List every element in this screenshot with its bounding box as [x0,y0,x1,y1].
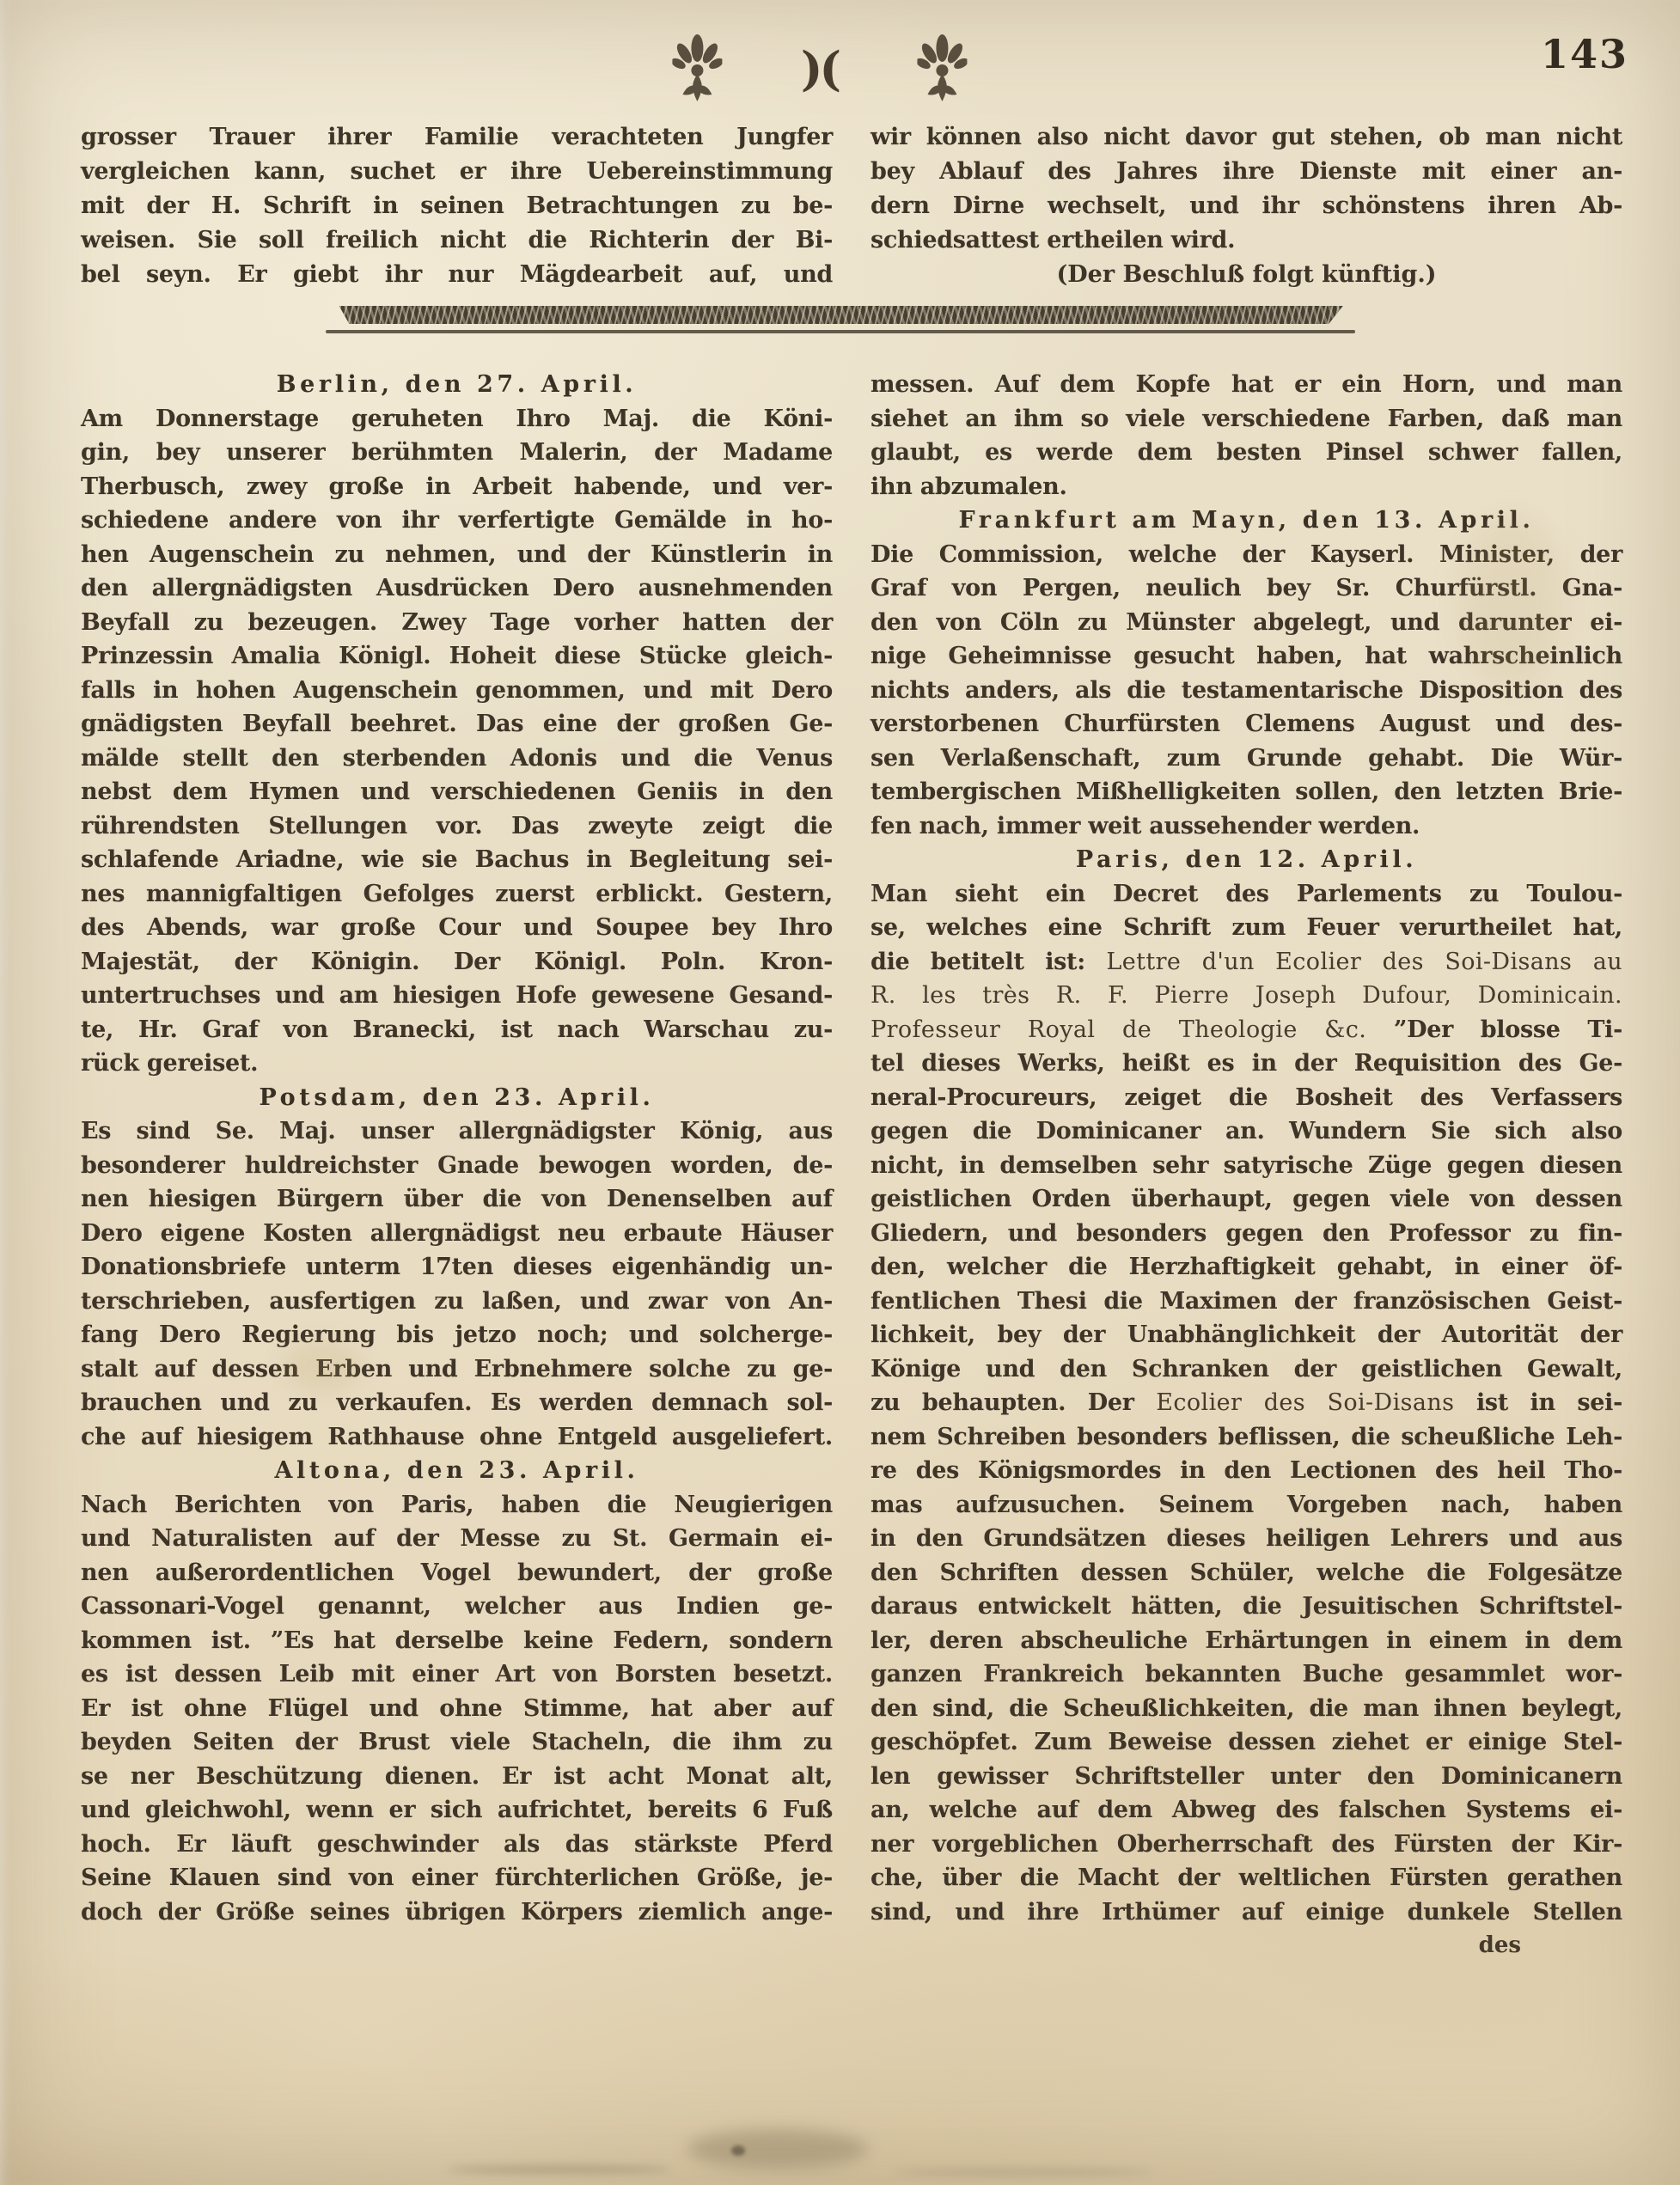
text-line: in den Grundsätzen dieses heiligen Lehrers und aus [871,1525,1622,1552]
text-line: nicht, in demselben sehr satyrische Züge gegen diesen [871,1151,1622,1179]
stain [894,2169,1152,2176]
text-line: sen Verlaßenschaft, zum Grunde gehabt. Die Wür- [871,744,1622,772]
text-line: Er ist ohne Flügel und ohne Stimme, hat aber auf [81,1694,833,1722]
antiqua-text: Professeur Royal de Theologie &c. [871,1016,1394,1043]
text-line: siehet an ihm so viele verschiedene Farben, daß man [871,405,1622,432]
text-line: Nach Berichten von Paris, haben die Neugierigen [81,1491,833,1518]
text-line: nes mannigfaltigen Gefolges zuerst erblickt. Gestern, [81,880,833,907]
text-line: hen Augenschein zu nehmen, und der Künstlerin in [81,540,833,568]
text-line: es ist dessen Leib mit einer Art von Borsten besetzt. [81,1661,833,1688]
section-divider-rule [333,306,1347,324]
text-line: beyden Seiten der Brust viele Stacheln, die ihm zu [81,1729,833,1755]
text-line: nem Schreiben besonders beflissen, die scheußliche Leh- [871,1423,1622,1450]
text-line: Gliedern, und besonders gegen den Professor zu fin- [871,1219,1622,1247]
text-line: schiedene andere von ihr verfertigte Gemälde in ho- [81,507,833,534]
text-line: an, welche auf dem Abweg des falschen Systems ei- [871,1797,1622,1823]
text-line: se ner Beschützung dienen. Er ist acht Monat alt, [81,1762,833,1790]
text-line: nen hiesigen Bürgern über die von Denenselben auf [81,1186,833,1212]
text-line: Dero eigene Kosten allergnädigst neu erbaute Häuser [81,1219,833,1247]
antiqua-text: R. les très R. F. Pierre Joseph Dufour, Dominicain. [871,982,1622,1009]
text-line: nichts anders, als die testamentarische Disposition des [871,676,1622,704]
text-line: des Abends, war große Cour und Soupee bey Ihro [81,914,833,941]
text-line: gin, bey unserer berühmten Malerin, der Madame [81,439,833,466]
text-line: fang Dero Regierung bis jetzo noch; und solcherge- [81,1321,833,1348]
text-line: Seine Klauen sind von einer fürchterlichen Größe, je- [81,1865,833,1891]
text-line: schlafende Ariadne, wie sie Bachus in Begleitung sei- [81,846,833,873]
text-line [871,979,1622,1013]
stain [447,2165,670,2174]
text-line: Am Donnerstage geruheten Ihro Maj. die Köni- [81,405,833,432]
article-dateline: Berlin, den 27. April. [276,371,638,398]
text-line: rück gereiset. [81,1050,259,1077]
text-line: mälde stellt den sterbenden Adonis und die Venus [81,744,833,772]
text-line: tembergischen Mißhelligkeiten sollen, den letzten Brie- [871,778,1622,805]
text-line: sind, und ihre Irthümer auf einige dunkele Stellen [871,1898,1622,1926]
text-line: che auf hiesigem Rathhause ohne Entgeld ausgeliefert. [81,1423,833,1450]
parenthesis-ornament: )( [800,41,839,96]
news-section [81,368,1622,1963]
article-dateline: Potsdam, den 23. April. [259,1083,655,1111]
text-line: len gewisser Schriftsteller unter den Dominicanern [871,1762,1622,1790]
text-line: neral-Procureurs, zeiget die Bosheit des Verfassers [871,1083,1622,1111]
text-line: schiedsattest ertheilen wird. [871,227,1236,253]
antiqua-text: Lettre d'un Ecolier des Soi-Disans au [1106,948,1622,975]
text-line: Donationsbriefe unterm 17ten dieses eigenhändig un- [81,1254,833,1280]
header-ornaments [672,33,967,105]
text-line: geschöpfet. Zum Beweise dessen ziehet er einige Stel- [871,1729,1622,1755]
text-line: den, welcher die Herzhaftigkeit gehabt, in einer öf- [871,1254,1622,1280]
text-line: mas aufzusuchen. Seinem Vorgeben nach, haben [871,1491,1622,1518]
text-line: Therbusch, zwey große in Arbeit habende, und ver- [81,473,833,500]
right-column-main [871,368,1622,1963]
text-line: grosser Trauer ihrer Familie verachteten Jungfer [81,124,833,150]
text-line: tel dieses Werks, heißt es in der Requisition des Ge- [871,1050,1622,1077]
text-line: geistlichen Orden überhaupt, gegen viele von dessen [871,1186,1622,1212]
antiqua-text: Ecolier des Soi-Disans [1156,1389,1455,1416]
text-line: weisen. Sie soll freilich nicht die Richterin der Bi- [81,227,833,253]
text-line: Cassonari-Vogel genannt, welcher aus Indien ge- [81,1593,833,1620]
text-line: und gleichwohl, wenn er sich aufrichtet, bereits 6 Fuß [81,1797,833,1823]
text-line: Die Commission, welche der Kayserl. Minister, der [871,540,1622,568]
text-line: verstorbenen Churfürsten Clemens August und des- [871,711,1622,737]
text-line: Könige und den Schranken der geistlichen Gewalt, [871,1355,1622,1382]
text-line: Man sieht ein Decret des Parlements zu Toulou- [871,880,1622,907]
text-line: ler, deren abscheuliche Erhärtungen in einem in dem [871,1627,1622,1654]
text-line: bel seyn. Er giebt ihr nur Mägdearbeit auf, und [81,261,833,288]
text-line: besonderer huldreichster Gnade bewogen worden, de- [81,1151,833,1179]
text-line: ganzen Frankreich bekannten Buche gesammlet wor- [871,1661,1622,1688]
stain [731,2145,745,2156]
text-line: mit der H. Schrift in seinen Betrachtungen zu be- [81,192,833,219]
text-line: daraus entwickelt hätten, die Jesuitischen Schriftstel- [871,1593,1622,1620]
article-dateline: Frankfurt am Mayn, den 13. April. [958,507,1535,534]
text-line: brauchen und zu verkaufen. Es werden demnach sol- [81,1389,833,1416]
text-line: stalt auf dessen Erben und Erbnehmere solche zu ge- [81,1355,833,1382]
closing-note: (Der Beschluß folgt künftig.) [1056,261,1437,288]
left-column-main [81,368,833,1963]
text-line: kommen ist. ”Es hat derselbe keine Federn, sondern [81,1627,833,1654]
text-line: die betitelt ist: Lettre d'un Ecolier des Soi-Disans au [871,948,1622,975]
text-line: wir können also nicht davor gut stehen, ob man nicht [871,124,1622,150]
text-line: vergleichen kann, suchet er ihre Uebereinstimmung [81,158,833,185]
text-line: doch der Größe seines übrigen Körpers ziemlich ange- [81,1898,833,1926]
text-line: dern Dirne wechselt, und ihr schönstens ihren Ab- [871,192,1622,219]
text-line: den von Cöln zu Münster abgelegt, und darunter ei- [871,608,1622,636]
fleuron-icon [917,33,967,105]
text-line: nen außerordentlichen Vogel bewundert, der große [81,1559,833,1586]
section-divider-underline [326,330,1355,333]
text-line: den allergnädigsten Ausdrücken Dero ausnehmenden [81,575,833,601]
text-line: untertruchses und am hiesigen Hofe gewesene Gesand- [81,982,833,1009]
text-line: terschrieben, ausfertigen zu laßen, und zwar von An- [81,1287,833,1315]
left-column-top [81,120,833,292]
text-line: Graf von Pergen, neulich bey Sr. Churfürstl. Gna- [871,575,1622,601]
text-line: re des Königsmordes in den Lectionen des heil Tho- [871,1457,1622,1484]
text-line: se, welches eine Schrift zum Feuer verurtheilet hat, [871,914,1622,941]
text-line: te, Hr. Graf von Branecki, ist nach Warschau zu- [81,1016,833,1043]
fleuron-icon [672,33,722,105]
text-line: Majestät, der Königin. Der Königl. Poln. Kron- [81,948,833,975]
text-line: hoch. Er läuft geschwinder als das stärkste Pferd [81,1830,833,1858]
text-line: Professeur Royal de Theologie &c. ”Der blosse Ti- [871,1016,1622,1043]
page-header [0,29,1680,112]
catchword: des [1478,1932,1521,1958]
text-line: lichkeit, bey der Unabhänglichkeit der Autorität der [871,1321,1622,1348]
text-line: fen nach, immer weit aussehender werden. [871,812,1420,839]
text-line: gnädigsten Beyfall beehret. Das eine der großen Ge- [81,711,833,737]
text-line: ihn abzumalen. [871,473,1067,500]
text-line: Es sind Se. Maj. unser allergnädigster König, aus [81,1118,833,1144]
text-line: bey Ablauf des Jahres ihre Dienste mit einer an- [871,158,1622,185]
text-line: und Naturalisten auf der Messe zu St. Germain ei- [81,1525,833,1552]
text-line: nige Geheimnisse gesucht haben, hat wahrscheinlich [871,643,1622,669]
text-line: ner vorgeblichen Oberherrschaft des Fürsten der Kir- [871,1830,1622,1858]
text-line: falls in hohen Augenschein genommen, und mit Dero [81,676,833,704]
text-line: glaubt, es werde dem besten Pinsel schwer fallen, [871,439,1622,466]
article-dateline: Paris, den 12. April. [1075,846,1418,873]
text-line: den Schriften dessen Schüler, welche die Folgesätze [871,1559,1622,1586]
text-line: Prinzessin Amalia Königl. Hoheit diese Stücke gleich- [81,643,833,669]
text-line: den sind, die Scheußlichkeiten, die man ihnen beylegt, [871,1694,1622,1722]
text-line: rührendsten Stellungen vor. Das zweyte zeigt die [81,812,833,839]
top-fragment-section [81,120,1622,292]
text-line: che, über die Macht der weltlichen Fürsten gerathen [871,1865,1622,1891]
text-line: Beyfall zu bezeugen. Zwey Tage vorher hatten der [81,608,833,636]
right-column-top [871,120,1622,292]
text-line: zu behaupten. Der Ecolier des Soi-Disans ist in sei- [871,1389,1622,1416]
page-number: 143 [1540,31,1628,77]
stain [687,2129,868,2169]
article-dateline: Altona, den 23. April. [274,1457,639,1484]
text-line: nebst dem Hymen und verschiedenen Geniis in den [81,778,833,805]
text-line: messen. Auf dem Kopfe hat er ein Horn, und man [871,371,1622,398]
text-line: fentlichen Thesi die Maximen der französischen Geist- [871,1287,1622,1315]
text-line: gegen die Dominicaner an. Wundern Sie sich also [871,1118,1622,1144]
